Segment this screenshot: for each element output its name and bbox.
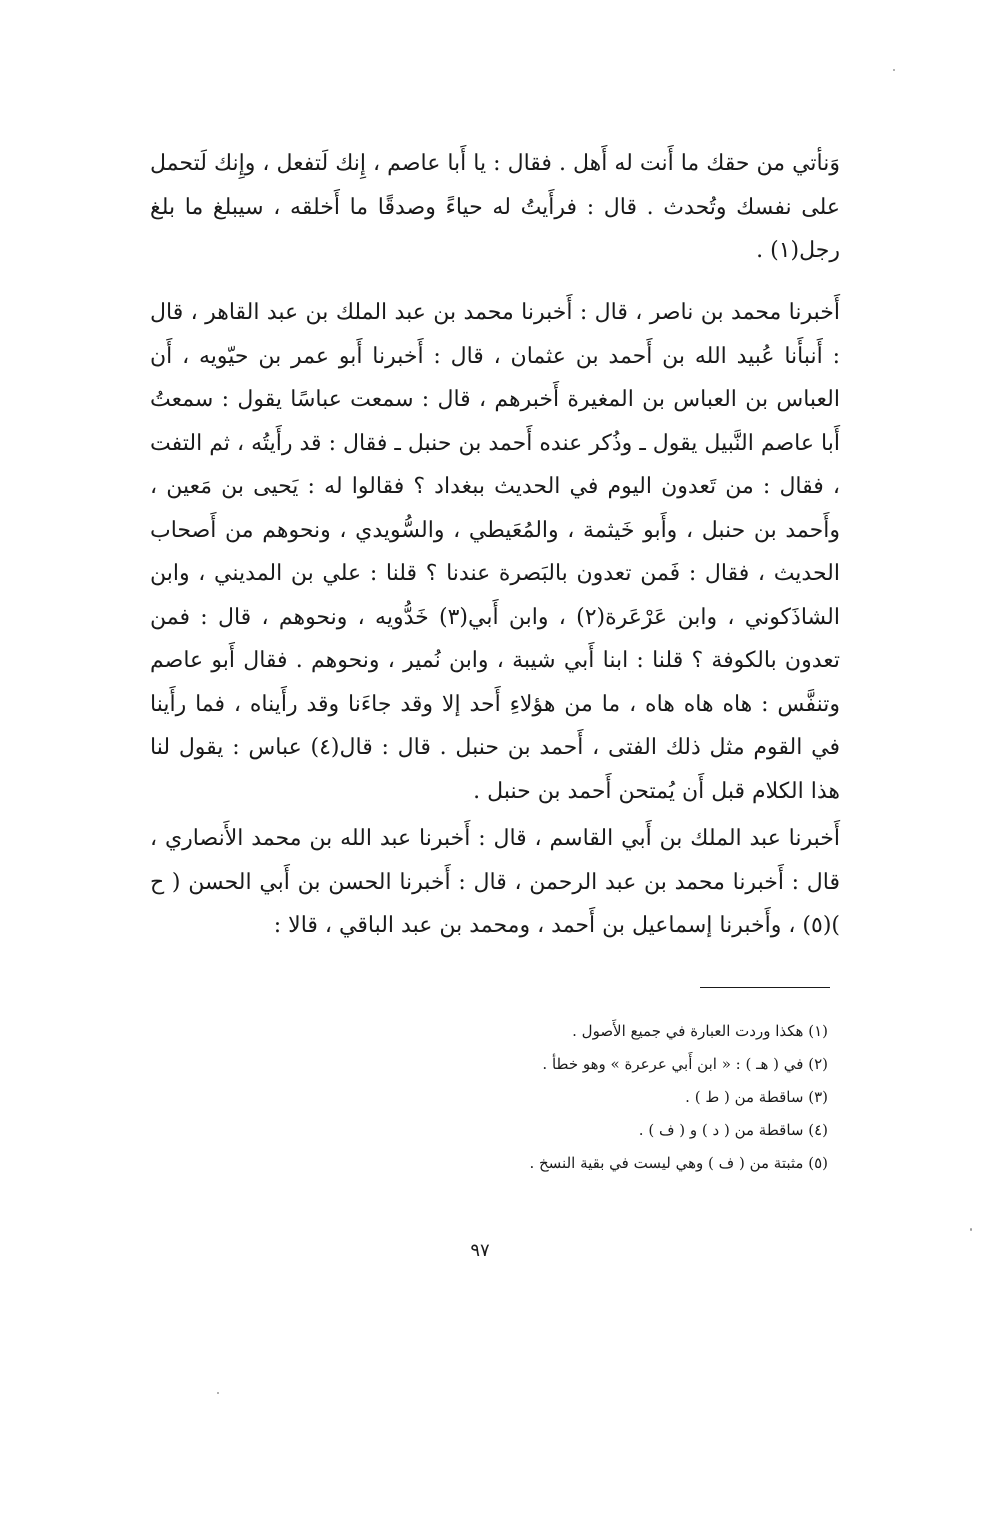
scan-speck bbox=[970, 1228, 972, 1231]
body-paragraph-2 bbox=[150, 291, 840, 813]
paragraph-text: أَخبرنا عبد الملك بن أَبي القاسم ، قال : أَخبرنا عبد الله بن محمد الأَنصاري ، قال : أَخبرنا محمد بن عبد الرحمن ، قال : أَخبرنا الحسن بن أَبي الحسن ( ح )(٥) ، وأَخبرنا إسماعيل بن أَحمد ، ومحمد بن عبد الباقي ، قالا : bbox=[150, 826, 840, 938]
paragraph-text: وَنأتي من حقك ما أَنت له أَهل . فقال : يا أَبا عاصم ، إِنك لَتفعل ، وإِنك لَتحمل على نفسك وتُحدث . قال : فرأَيتُ له حياءً وصدقًا ما أَخلقه ، سيبلغ ما بلغ رجل(١) . bbox=[150, 151, 840, 263]
scan-speck bbox=[217, 1392, 219, 1394]
footnote-3: (٣) ساقطة من ( ط ) . bbox=[685, 1088, 828, 1106]
footnote-4: (٤) ساقطة من ( د ) و ( ف ) . bbox=[638, 1121, 828, 1139]
body-paragraph-1 bbox=[150, 142, 840, 273]
footnote-5: (٥) مثبتة من ( ف ) وهي ليست في بقية النسخ . bbox=[529, 1154, 828, 1172]
footnote-2: (٢) في ( هـ ) : « ابن أَبي عرعرة » وهو خطأ . bbox=[542, 1055, 828, 1073]
paragraph-text: أَخبرنا محمد بن ناصر ، قال : أَخبرنا محمد بن عبد الملك بن عبد القاهر ، قال : أَنبأَنا عُبيد الله بن أَحمد بن عثمان ، قال : أَخبرنا أَبو عمر بن حيّويه ، أَن العباس بن العباس بن المغيرة أَخبرهم ، قال : سمعت عباسًا يقول : سمعتُ أَبا عاصم النَّبيل يقول ـ وذُكر عنده أَحمد بن حنبل ـ فقال : قد رأَيتُه ، ثم التفت ، فقال : من تَعدون اليوم في الحديث ببغداد ؟ فقالوا له : يَحيى بن مَعين ، وأَحمد بن حنبل ، وأَبو خَيثمة ، والمُعَيطي ، والسُّويدي ، ونحوهم من أَصحاب الحديث ، فقال : فَمن تعدون بالبَصرة عندنا ؟ قلنا : علي بن المديني ، وابن الشاذَكوني ، وابن عَرْعَرة(٢) ، وابن أَبي(٣) خَدُّويه ، ونحوهم ، قال : فمن تعدون بالكوفة ؟ قلنا : ابنا أَبي شيبة ، وابن نُمير ، ونحوهم . فقال أَبو عاصم وتنفَّس : هاه هاه هاه ، ما من هؤلاءِ أَحد إلا وقد جاءَنا وقد رأَيناه ، فما رأَينا في القوم مثل ذلك الفتى ، أَحمد بن حنبل . قال : قال(٤) عباس : يقول لنا هذا الكلام قبل أَن يُمتحن أَحمد بن حنبل . bbox=[150, 300, 840, 804]
footnotes-section bbox=[300, 1015, 828, 1180]
footnote-divider bbox=[700, 987, 830, 988]
footnote-1: (١) هكذا وردت العبارة في جميع الأَصول . bbox=[572, 1022, 828, 1040]
page-number: ٩٧ bbox=[470, 1240, 490, 1261]
body-paragraph-3 bbox=[150, 817, 840, 948]
scan-speck bbox=[893, 69, 895, 71]
